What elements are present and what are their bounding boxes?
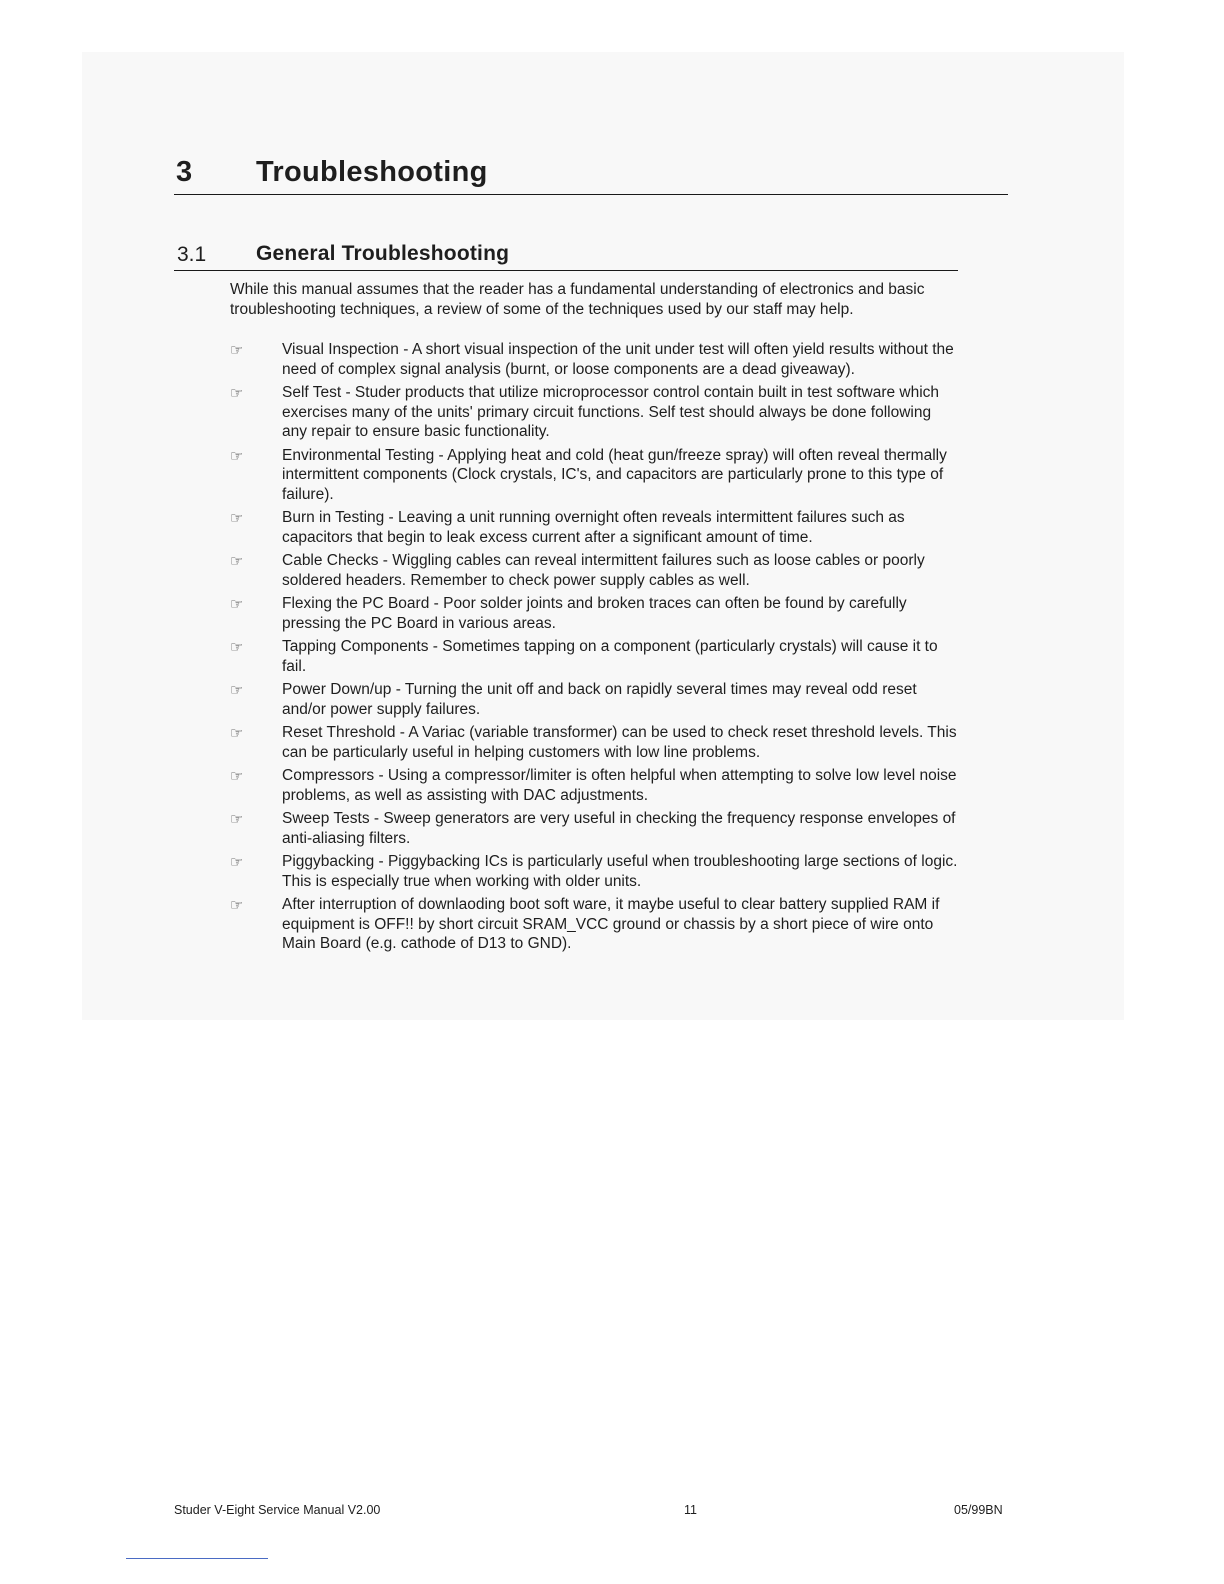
pointing-hand-icon: ☞ bbox=[230, 509, 244, 527]
scan-edge-line bbox=[126, 1558, 268, 1559]
list-item-text: Power Down/up - Turning the unit off and back on rapidly several times may reveal odd reset and/or power supply failures. bbox=[282, 681, 917, 718]
section-title: General Troubleshooting bbox=[256, 242, 510, 265]
footer-revision: 05/99BN bbox=[954, 1503, 1003, 1517]
list-item-text: Burn in Testing - Leaving a unit running overnight often reveals intermittent failures such as capacitors that begin to leak excess current after a significant amount of time. bbox=[282, 509, 905, 546]
pointing-hand-icon: ☞ bbox=[230, 724, 244, 742]
list-item-text: Reset Threshold - A Variac (variable transformer) can be used to check reset threshold levels. This can be particularly useful in helping customers with low line problems. bbox=[282, 724, 957, 761]
list-item bbox=[230, 723, 958, 762]
list-item-text: Sweep Tests - Sweep generators are very useful in checking the frequency response envelopes of anti-aliasing filters. bbox=[282, 810, 956, 847]
list-item-text: Environmental Testing - Applying heat and cold (heat gun/freeze spray) will often reveal thermally intermittent components (Clock crystals, IC's, and capacitors are particularly prone to this type of failure). bbox=[282, 446, 947, 503]
list-item-text: Visual Inspection - A short visual inspection of the unit under test will often yield results without the need of complex signal analysis (burnt, or loose components are a dead giveaway). bbox=[282, 341, 954, 378]
list-item bbox=[230, 895, 958, 954]
list-item bbox=[230, 340, 958, 379]
list-item-text: Cable Checks - Wiggling cables can reveal intermittent failures such as loose cables or poorly soldered headers. Remember to check power supply cables as well. bbox=[282, 552, 925, 589]
pointing-hand-icon: ☞ bbox=[230, 341, 244, 359]
list-item-text: After interruption of downlaoding boot soft ware, it maybe useful to clear battery supplied RAM if equipment is OFF!! by short circuit SRAM_VCC ground or chassis by a short piece of wire onto Main Board (e.g. cathode of D13 to GND). bbox=[282, 896, 940, 952]
chapter-title: Troubleshooting bbox=[256, 156, 488, 188]
pointing-hand-icon: ☞ bbox=[230, 384, 244, 402]
pointing-hand-icon: ☞ bbox=[230, 595, 244, 613]
list-item bbox=[230, 594, 958, 633]
list-item bbox=[230, 551, 958, 590]
pointing-hand-icon: ☞ bbox=[230, 552, 244, 570]
pointing-hand-icon: ☞ bbox=[230, 853, 244, 871]
list-item bbox=[230, 637, 958, 676]
list-item bbox=[230, 809, 958, 848]
list-item bbox=[230, 766, 958, 805]
pointing-hand-icon: ☞ bbox=[230, 681, 244, 699]
pointing-hand-icon: ☞ bbox=[230, 767, 244, 785]
list-item-text: Tapping Components - Sometimes tapping on a component (particularly crystals) will cause it to fail. bbox=[282, 638, 938, 675]
list-item-text: Piggybacking - Piggybacking ICs is particularly useful when troubleshooting large sections of logic. This is especially true when working with older units. bbox=[282, 853, 958, 890]
chapter-number: 3 bbox=[176, 156, 193, 188]
footer-document-title: Studer V-Eight Service Manual V2.00 bbox=[174, 1503, 381, 1517]
list-item bbox=[230, 446, 958, 505]
pointing-hand-icon: ☞ bbox=[230, 638, 244, 656]
section-number: 3.1 bbox=[177, 243, 207, 266]
technique-list bbox=[230, 340, 958, 958]
list-item-text: Self Test - Studer products that utilize microprocessor control contain built in test software which exercises many of the units' primary circuit functions. Self test should always be done following any repair to ensure basic functionality. bbox=[282, 384, 940, 440]
list-item bbox=[230, 680, 958, 719]
list-item bbox=[230, 852, 958, 891]
section-heading bbox=[174, 240, 958, 271]
pointing-hand-icon: ☞ bbox=[230, 446, 244, 465]
list-item bbox=[230, 383, 958, 442]
pointing-hand-icon: ☞ bbox=[230, 896, 244, 914]
chapter-heading bbox=[174, 154, 1008, 195]
intro-paragraph: While this manual assumes that the reader has a fundamental understanding of electronics and basic troubleshooting techniques, a review of some of the techniques used by our staff may help. bbox=[230, 281, 925, 318]
list-item-text: Compressors - Using a compressor/limiter is often helpful when attempting to solve low level noise problems, as well as assisting with DAC adjustments. bbox=[282, 767, 957, 804]
pointing-hand-icon: ☞ bbox=[230, 810, 244, 828]
list-item bbox=[230, 508, 958, 547]
list-item-text: Flexing the PC Board - Poor solder joints and broken traces can often be found by carefully pressing the PC Board in various areas. bbox=[282, 595, 907, 632]
footer-page-number: 11 bbox=[684, 1503, 697, 1517]
